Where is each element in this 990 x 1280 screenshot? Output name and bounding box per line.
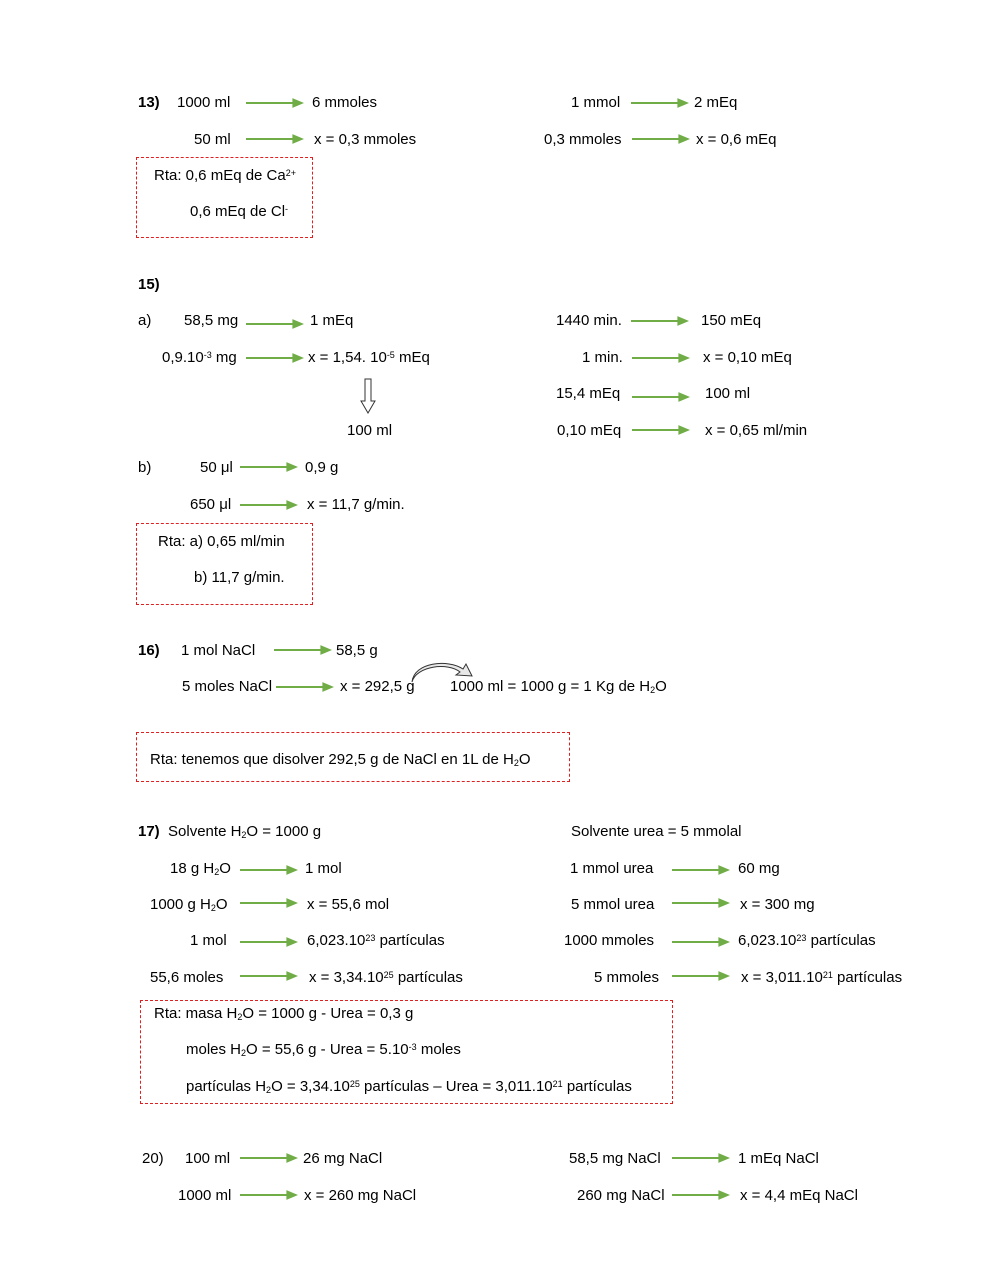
p15-a3: 100 ml — [347, 422, 393, 439]
arrow-icon — [672, 970, 730, 982]
p16-line1-left: 1 mol NaCl — [181, 642, 256, 659]
p15-r2-left: 1 min. — [582, 349, 623, 366]
arrow-icon — [276, 681, 334, 693]
p15-r4-right: x = 0,65 ml/min — [705, 422, 808, 439]
arrow-icon — [631, 97, 689, 109]
p17-r4-left: 5 mmoles — [594, 969, 660, 986]
p20-r2-left: 260 mg NaCl — [577, 1187, 665, 1204]
p15-a2-right: x = 1,54. $10^{-5}$ mEq — [308, 349, 430, 366]
arrow-icon — [240, 970, 298, 982]
p17-header-right: Solvente urea = 5 mmolal — [571, 823, 742, 840]
arrow-icon — [672, 1152, 730, 1164]
p15-b2-left: 650 μl — [190, 496, 232, 513]
arrow-icon — [240, 1152, 298, 1164]
p15-a1-right: 1 mEq — [310, 312, 354, 329]
p20-l1-left: 100 ml — [185, 1150, 231, 1167]
arrow-icon — [240, 1189, 298, 1201]
p16-line2-note: 1000 ml = 1000 g = 1 Kg de $H_2O$ — [450, 678, 667, 695]
problem-13-number: 13) — [138, 94, 160, 111]
arrow-icon — [240, 499, 298, 511]
arrow-icon — [240, 897, 298, 909]
arrow-icon — [632, 391, 690, 403]
problem-15-number: 15) — [138, 276, 160, 293]
p16-line2-left: 5 moles NaCl — [182, 678, 273, 695]
arrow-icon — [246, 133, 304, 145]
arrow-icon — [672, 897, 730, 909]
p20-r1-left: 58,5 mg NaCl — [569, 1150, 661, 1167]
p17-answer-line1: Rta: masa $H_2O = 1000$ g - Urea = 0,3 g — [154, 1005, 414, 1022]
p15-a2-left: $0,9.10^{-3}$ mg — [162, 349, 237, 366]
arrow-icon — [672, 936, 730, 948]
p15-b2-right: x = 11,7 g/min. — [307, 496, 405, 513]
p17-r1-left: 1 mmol urea — [570, 860, 654, 877]
p13-line2-left: 50 ml — [194, 131, 231, 148]
p17-r3-right: 6,023.10$^{23}$ partículas — [738, 932, 876, 949]
arrow-icon — [246, 318, 304, 330]
hollow-down-arrow-icon — [360, 378, 376, 414]
arrow-icon — [631, 315, 689, 327]
problem-16-number: 16) — [138, 642, 160, 659]
arrow-icon — [632, 352, 690, 364]
p15-r4-left: 0,10 mEq — [557, 422, 622, 439]
p13-r2-right: x = 0,6 mEq — [696, 131, 777, 148]
p16-line2-right: x = 292,5 g — [340, 678, 415, 695]
arrow-icon — [240, 864, 298, 876]
arrow-icon — [246, 352, 304, 364]
p17-r2-right: x = 300 mg — [740, 896, 815, 913]
p15-r1-left: 1440 min. — [556, 312, 622, 329]
p20-r2-right: x = 4,4 mEq NaCl — [740, 1187, 858, 1204]
p15-part-b-label: b) — [138, 459, 152, 476]
p20-l1-right: 26 mg NaCl — [303, 1150, 383, 1167]
p15-r1-right: 150 mEq — [701, 312, 762, 329]
p17-r3-left: 1000 mmoles — [564, 932, 655, 949]
p17-r4-right: $x = 3,011.10^{21}$ partículas — [741, 969, 903, 986]
p16-answer: Rta: tenemos que disolver 292,5 g de NaCl en 1L de $H_2O$ — [150, 751, 531, 768]
p15-a1-left: 58,5 mg — [184, 312, 239, 329]
p17-l3-right: 6,023.10$^{23}$ partículas — [307, 932, 445, 949]
p13-answer-line1: Rta: 0,6 mEq de $Ca^{2+}$ — [154, 167, 296, 184]
p15-answer-line2: b) 11,7 g/min. — [194, 569, 285, 586]
arrow-icon — [246, 97, 304, 109]
arrow-icon — [632, 424, 690, 436]
p20-l2-left: 1000 ml — [178, 1187, 232, 1204]
p15-part-a-label: a) — [138, 312, 152, 329]
problem-20-number: 20) — [142, 1150, 164, 1167]
p13-r2-left: 0,3 mmoles — [544, 131, 622, 148]
p13-r1-right: 2 mEq — [694, 94, 738, 111]
p13-line2-right: x = 0,3 mmoles — [314, 131, 417, 148]
p17-l2-right: x = 55,6 mol — [307, 896, 390, 913]
p17-r1-right: 60 mg — [738, 860, 780, 877]
p13-line1-left: 1000 ml — [177, 94, 231, 111]
p15-b1-right: 0,9 g — [305, 459, 339, 476]
p17-l3-left: 1 mol — [190, 932, 227, 949]
p15-b1-left: 50 μl — [200, 459, 233, 476]
p17-l4-right: $x = 3,34.10^{25}$ partículas — [309, 969, 463, 986]
p20-r1-right: 1 mEq NaCl — [738, 1150, 819, 1167]
p15-answer-line1: Rta: a) 0,65 ml/min — [158, 533, 285, 550]
p13-r1-left: 1 mmol — [571, 94, 621, 111]
p17-answer-line3: partículas $H_2O = 3,34.10^{25}$ partículas – Urea = $3,011.10^{21}$ partículas — [186, 1078, 632, 1095]
p15-r3-right: 100 ml — [705, 385, 751, 402]
arrow-icon — [672, 1189, 730, 1201]
arrow-icon — [274, 644, 332, 656]
p17-l1-right: 1 mol — [305, 860, 342, 877]
p20-l2-right: x = 260 mg NaCl — [304, 1187, 417, 1204]
p17-l4-left: 55,6 moles — [150, 969, 224, 986]
p15-r3-left: 15,4 mEq — [556, 385, 621, 402]
p15-r2-right: x = 0,10 mEq — [703, 349, 792, 366]
p17-answer-line2: moles $H_2O = 55,6$ g - Urea = $5.10^{-3}$ moles — [186, 1041, 461, 1058]
arrow-icon — [240, 461, 298, 473]
p13-answer-line2: 0,6 mEq de Cl- — [190, 203, 289, 220]
arrow-icon — [240, 936, 298, 948]
p17-header-left: 17) Solvente $H_2O = 1000$ g — [138, 823, 322, 840]
p17-r2-left: 5 mmol urea — [571, 896, 655, 913]
p13-line1-right: 6 mmoles — [312, 94, 378, 111]
p17-l2-left: 1000 g $H_2O$ — [150, 896, 228, 913]
p16-line1-right: 58,5 g — [336, 642, 378, 659]
arrow-icon — [672, 864, 730, 876]
p17-l1-left: 18 g $H_2O$ — [170, 860, 231, 877]
arrow-icon — [632, 133, 690, 145]
